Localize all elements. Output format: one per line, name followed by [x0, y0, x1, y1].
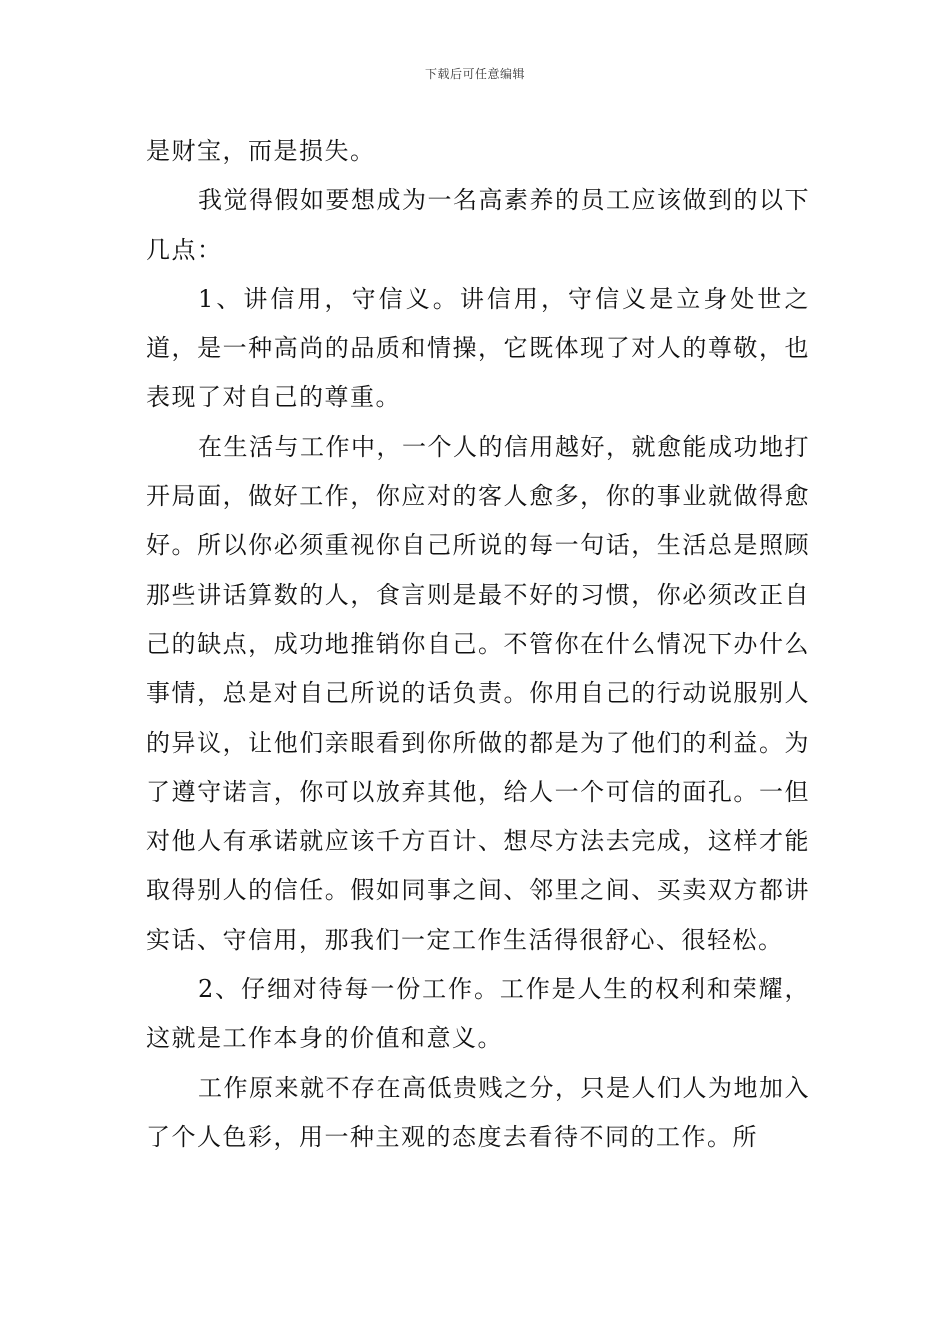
paragraph: 2、仔细对待每一份工作。工作是人生的权利和荣耀，这就是工作本身的价值和意义。 — [146, 975, 810, 1053]
paragraph: 我觉得假如要想成为一名高素养的员工应该做到的以下几点： — [146, 186, 810, 264]
paragraph: 工作原来就不存在高低贵贱之分，只是人们人为地加入了个人色彩，用一种主观的态度去看待不同的工作。所 — [146, 1073, 810, 1151]
paragraph: 在生活与工作中，一个人的信用越好，就愈能成功地打开局面，做好工作，你应对的客人愈多，你的事业就做得愈好。所以你必须重视你自己所说的每一句话，生活总是照顾那些讲话算数的人，食言则是最不好的习惯，你必须改正自己的缺点，成功地推销你自己。不管你在什么情况下办什么事情，总是对自己所说的话负责。你用自己的行动说服别人的异议，让他们亲眼看到你所做的都是为了他们的利益。为了遵守诺言，你可以放弃其他，给人一个可信的面孔。一但对他人有承诺就应该千方百计、想尽方法去完成，这样才能取得别人的信任。假如同事之间、邻里之间、买卖双方都讲实话、守信用，那我们一定工作生活得很舒心、很轻松。 — [146, 432, 810, 954]
paragraph: 是财宝，而是损失。 — [146, 137, 376, 165]
document-body — [146, 127, 810, 1162]
page-header: 下载后可任意编辑 — [424, 67, 525, 81]
paragraph: 1、讲信用，守信义。讲信用，守信义是立身处世之道，是一种高尚的品质和情操，它既体现了对人的尊敬，也表现了对自己的尊重。 — [146, 284, 810, 412]
